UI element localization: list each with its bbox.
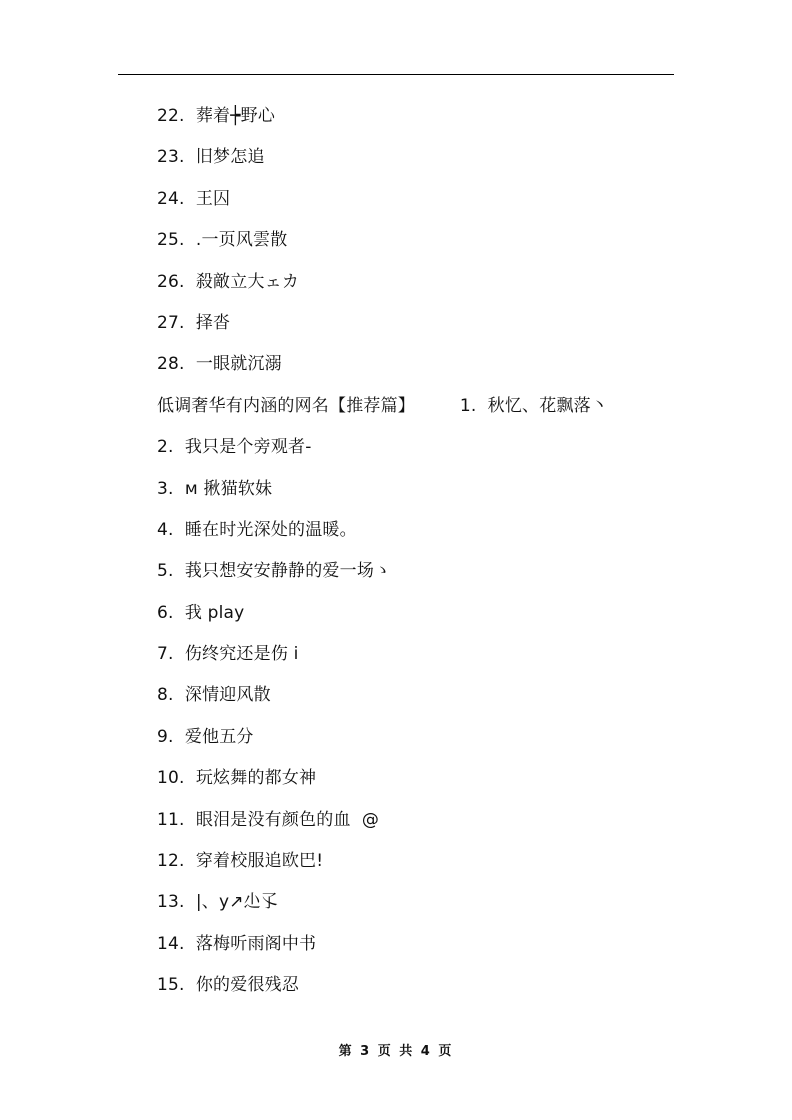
list-item: 2. 我只是个旁观者-	[157, 437, 312, 458]
list-item: 10. 玩炫舞的都女神	[157, 768, 317, 789]
header-divider	[118, 74, 674, 75]
list-item: 25. .一页风雲散	[157, 230, 288, 251]
list-item: 23. 旧梦怎追	[157, 147, 265, 168]
list-item: 5. 莪只想安安静静的爱一场ゝ	[157, 561, 392, 582]
page-number-footer: 第 3 页 共 4 页	[338, 1044, 454, 1059]
list-item: 22. 葬着┾野心	[157, 106, 276, 126]
list-item: 9. 爱他五分	[157, 726, 254, 747]
list-item: 27. 择沓	[157, 312, 231, 333]
list-item: 8. 深情迎风散	[157, 685, 271, 706]
nickname-list	[157, 102, 608, 1013]
list-item: 3. м 揪猫软妹	[157, 478, 273, 499]
list-item: 6. 我 play	[157, 602, 245, 623]
list-item: 24. 王囚	[157, 188, 231, 209]
section-heading-line: 低调奢华有内涵的网名【推荐篇】 1. 秋忆、花飘落丶	[157, 395, 609, 416]
list-item: 4. 睡在时光深处的温暖。	[157, 519, 357, 540]
list-item: 12. 穿着校服追欧巴!	[157, 851, 324, 872]
list-item: 7. 伤终究还是伤 i	[157, 644, 299, 665]
list-item: 28. 一眼就沉溺	[157, 354, 282, 375]
list-item: 13. |、y↗尐孓	[157, 892, 279, 913]
list-item: 26. 殺敵立大ェカ	[157, 271, 300, 292]
list-item: 15. 你的爱很残忍	[157, 975, 300, 996]
list-item: 14. 落梅听雨阁中书	[157, 933, 317, 954]
list-item: 11. 眼泪是没有颜色的血 @	[157, 809, 380, 830]
